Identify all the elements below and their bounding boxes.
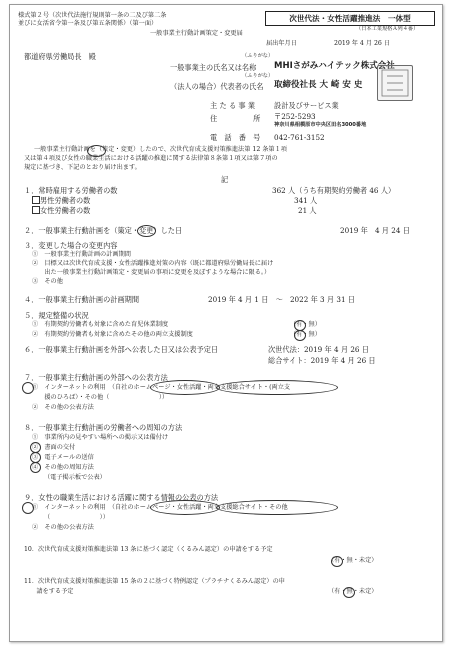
s2-title: ２．一般事業主行動計画を（策定・変更）した日	[24, 226, 183, 235]
submission-date: 届出年月日 2019 年 4 月 26 日	[266, 40, 391, 47]
intro-line-2: 又は第４項及び女性の職業生活における活躍の推進に関する法律第８条第１項又は第７項の	[24, 155, 278, 162]
s1-title: １．常時雇用する労働者の数	[24, 186, 118, 195]
furigana-label-2: （ふりがな）	[242, 73, 274, 79]
circle-mark-s9-1	[22, 502, 34, 514]
s8-opt-4: ④ その他の周知方法	[32, 464, 94, 471]
circle-mark-own-homepage	[150, 380, 220, 395]
s9-title: ９．女性の職業生活における活躍に関する情報の公表の方法	[24, 493, 219, 502]
company-seal-icon	[377, 65, 413, 101]
business-label: 主 た る 事 業	[210, 101, 256, 110]
s1-female-label: 女性労働者の数	[40, 206, 91, 215]
s6-sougou-date: 総合サイト：2019 年 4 月 26 日	[268, 356, 376, 365]
s8-opt-1: ① 事業所内の見やすい場所への掲示又は備付け	[32, 434, 169, 441]
representative-label: （法人の場合）代表者の氏名	[170, 82, 264, 91]
s5-opt-2-answer: （有・無）	[290, 331, 321, 338]
s3-title: ３．変更した場合の変更内容	[24, 241, 118, 250]
s8-opt-2: ② 書面の交付	[32, 444, 76, 451]
s9-opt-2: ② その他の公表方法	[32, 524, 94, 531]
s2-date: 2019 年 4 月 24 日	[340, 226, 410, 235]
address-label: 住 所	[210, 114, 261, 123]
phone-value: 042-761-3152	[274, 133, 325, 142]
phone-label: 電 話 番 号	[210, 133, 261, 142]
s10-title: 10．次世代育成支援対策推進法第 13 条に基づく認定（くるみん認定）の申請をする予定	[24, 546, 273, 553]
s11-answer: （有・無・未定）	[328, 588, 378, 595]
representative-name: 取締役社長 大 崎 安 史	[274, 80, 363, 90]
s7-opt-1b: 援のひろば）・その他（ ））	[32, 394, 169, 401]
s7-title: ７．一般事業主行動計画の外部への公表方法	[24, 373, 168, 382]
s4-title: ４．一般事業主行動計画の計画期間	[24, 295, 140, 304]
circle-mark-s10-yes	[331, 556, 343, 567]
s3-opt-1: ① 一般事業主行動計画の計画期間	[32, 251, 131, 258]
circle-mark-general-site-2	[216, 500, 338, 515]
addressee: 都道府県労働局長 殿	[24, 52, 96, 61]
circle-mark-s11-no	[343, 587, 355, 598]
s1-female-value: 21 人	[298, 206, 317, 215]
s5-title: ５．規定整備の状況	[24, 311, 89, 320]
circle-mark-s8-4	[30, 462, 41, 473]
form-number-line2: 並びに女活省令第一条及び第五条関係）（第一面）	[18, 20, 158, 27]
circle-mark-change-2	[137, 225, 156, 237]
s8-opt-4-note: （電子掲示板で公表）	[44, 474, 106, 481]
s7-opt-1: ① インターネットの利用 （自社のホームページ・女性活躍・両立支援総合サイト・(両立支	[32, 384, 291, 391]
s11-title: 11．次世代育成支援対策推進法第 15 条の２に基づく特例認定（プラチナくるみん認定）の申	[24, 578, 285, 585]
furigana-label-1: （ふりがな）	[242, 53, 274, 59]
s5-opt-1-answer: （有・無）	[290, 321, 321, 328]
intro-line-1: 一般事業主行動計画を（策定・変更）したので、次世代育成支援対策推進法第 12 条第１項	[34, 146, 287, 153]
s5-opt-2: ② 有期契約労働者も対象に含めたその他の両立支援制度	[32, 331, 193, 338]
s1-total: 362 人（うち有期契約労働者 46 人）	[272, 186, 396, 195]
circle-mark-own-homepage-2	[150, 500, 220, 515]
s3-opt-2b: 出た一般事業主行動計画策定・変更届の事項に変更を及ぼすような場合に限る。）	[32, 269, 271, 276]
s10-answer: （有・無・未定）	[328, 557, 378, 564]
circle-mark-yes-2	[294, 330, 306, 341]
s8-title: ８．一般事業主行動計画の労働者への周知の方法	[24, 423, 183, 432]
jis-label: （日本工業規格Ａ列４番）	[356, 26, 419, 32]
header-box	[265, 11, 435, 26]
s1-male-value: 341 人	[294, 196, 318, 205]
s4-period: 2019 年 4 月 1 日 〜 2022 年 3 月 31 日	[208, 295, 355, 304]
checkbox-female	[32, 206, 40, 214]
s9-opt-1: ① インターネットの利用 （自社のホームページ・女性活躍・両立支援総合サイト・その他	[32, 504, 288, 511]
s1-male-label: 男性労働者の数	[40, 196, 91, 205]
intro-line-3: 規定に基づき、下記のとおり届け出ます。	[24, 164, 141, 171]
business-value: 設計及びサービス業	[274, 101, 339, 110]
s9-opt-1b: （ ））	[44, 514, 109, 521]
s8-opt-3: ③ 電子メールの送信	[32, 454, 94, 461]
s6-jisedai-date: 次世代法：2019 年 4 月 26 日	[268, 345, 369, 354]
circle-mark-change	[87, 145, 106, 157]
s5-opt-1: ① 有期契約労働者も対象に含めた育児休業制度	[32, 321, 169, 328]
employer-name-label: 一般事業主の氏名又は名称	[170, 63, 257, 72]
postal-code: 〒252-5293	[274, 112, 316, 121]
header-box-title: 次世代法・女性活躍推進法 一体型	[289, 14, 411, 23]
form-number: 様式第２号（次世代法施行規則第一条の二及び第二条	[18, 12, 167, 19]
s6-title: ６．一般事業主行動計画を外部へ公表した日又は公表予定日	[24, 345, 219, 354]
ki-label: 記	[221, 175, 229, 184]
form-page	[9, 4, 443, 642]
company-name: MHIさがみハイテック株式会社	[274, 61, 395, 71]
s3-opt-2: ② 目標又は次世代育成支援・女性活躍推進対策の内容（既に都道府県労働局長に届け	[32, 260, 274, 267]
circle-mark-s7-1	[22, 382, 34, 394]
circle-mark-general-site	[216, 380, 338, 395]
s11-title-2: 請をする予定	[24, 588, 74, 595]
s3-opt-3: ③ その他	[32, 278, 63, 285]
doc-title: 一般事業主行動計画策定・変更届	[150, 30, 243, 37]
checkbox-male	[32, 196, 40, 204]
s7-opt-2: ② その他の公表方法	[32, 404, 94, 411]
address-value: 神奈川県相模原市中央区田名3000番地	[274, 122, 367, 128]
